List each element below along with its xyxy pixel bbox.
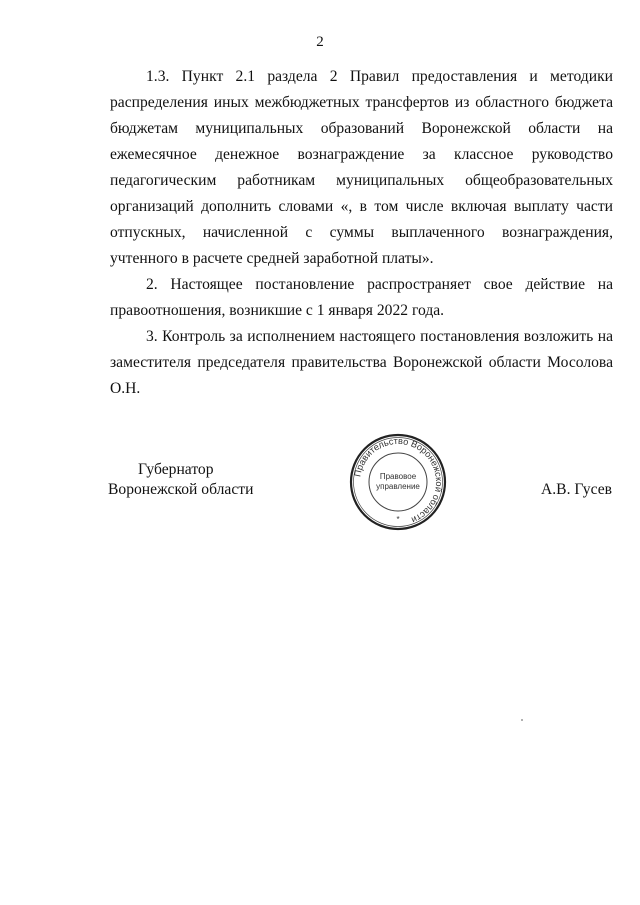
paragraph-3: 3. Контроль за исполнением настоящего постановления возложить на заместителя председателя правительства Воронежской области Мосолова О.Н. [110,328,613,397]
page-number: 2 [316,34,324,50]
paragraph-2: 2. Настоящее постановление распространяет свое действие на правоотношения, возникшие с 1 января 2022 года. [110,276,613,319]
stamp-ring-text: Правительство Воронежской области [352,435,445,526]
signatory-name: А.В. Гусев [541,481,612,498]
signatory-title-line-1: Губернатор [138,461,214,478]
official-seal-stamp [348,432,448,532]
scan-speck [521,719,523,721]
signatory-title [108,460,288,500]
signature-block [0,460,640,530]
signatory-title-line-2: Воронежской области [108,481,254,498]
stamp-center-line-2: управление [376,482,420,491]
stamp-star: * [396,515,400,524]
paragraph-1-3: 1.3. Пункт 2.1 раздела 2 Правил предоставления и методики распределения иных межбюджетных трансфертов из областного бюджета бюджетам муниципальных образований Воронежской области на ежемесячное денежное вознаграждение за классное руководство педагогическим работникам муниципальных общеобразовательных организаций дополнить словами «, в том числе включая выплату части отпускных, начисленной с суммы выплаченного вознаграждения, учтенного в расчете средней заработной платы». [110,68,613,267]
stamp-center-line-1: Правовое [379,472,417,481]
document-body [110,64,613,402]
